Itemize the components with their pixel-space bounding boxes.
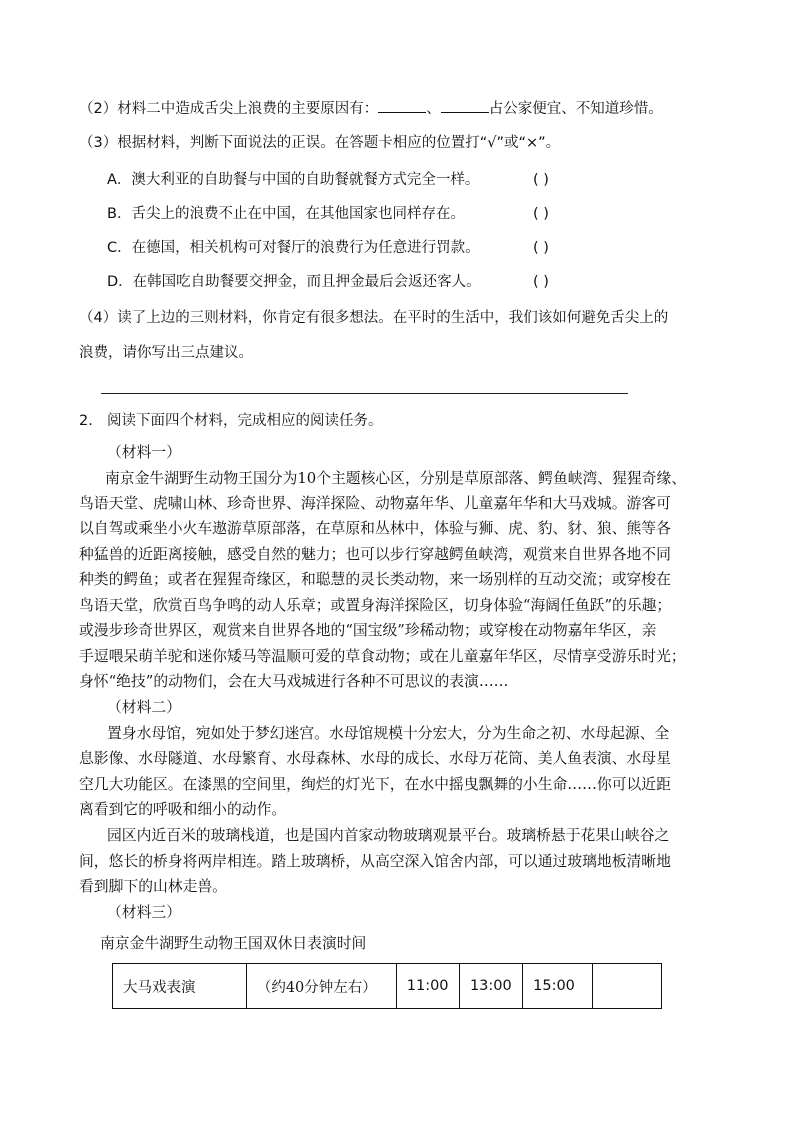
material-1-label: （材料一） [107,444,181,461]
answer-blank[interactable] [378,100,426,113]
answer-paren-a[interactable]: ( ) [533,172,549,188]
show-time-cell: 11:00 [396,964,459,1009]
material-1-line: 种类的鳄鱼；或者在猩猩奇缘区，和聪慧的灵长类动物，来一场别样的互动交流；或穿梭在 [79,571,671,588]
material-2-line: 空几大功能区。在漆黑的空间里，绚烂的灯光下，在水中摇曳飘舞的小生命……你可以近距 [79,776,671,793]
material-2-line: 园区内近百米的玻璃栈道，也是国内首家动物玻璃观景平台。玻璃桥悬于花果山峡谷之 [107,827,670,844]
material-2-line: 息影像、水母隧道、水母繁育、水母森林、水母的成长、水母万花筒、美人鱼表演、水母星 [79,750,671,767]
material-1-line: 种猛兽的近距离接触，感受自然的魅力；也可以步行穿越鳄鱼峡湾，观赏来自世界各地不同 [79,546,671,563]
question-2-stem: 阅读下面四个材料，完成相应的阅读任务。 [107,413,383,429]
question-4-line2: 浪费，请你写出三点建议。 [79,345,253,361]
question-2-sub: （2）材料二中造成舌尖上浪费的主要原因有： 、 占公家便宜、不知道珍惜。 [79,101,663,117]
question-3-stem: （3）根据材料，判断下面说法的正误。在答题卡相应的位置打“√”或“×”。 [79,135,561,151]
show-duration-cell: （约40分钟左右） [246,964,396,1009]
option-d: D．在韩国吃自助餐要交押金，而且押金最后会返还客人。 [107,274,481,290]
show-time-cell: 13:00 [459,964,522,1009]
answer-paren-d[interactable]: ( ) [533,274,549,290]
table-row [113,964,662,1009]
material-2-line: 离看到它的呼吸和细小的动作。 [79,801,287,818]
show-name-cell: 大马戏表演 [113,964,247,1009]
answer-paren-b[interactable]: ( ) [533,206,549,222]
question-4-line1: （4）读了上边的三则材料，你肯定有很多想法。在平时的生活中，我们该如何避免舌尖上的 [79,310,669,326]
material-1-line: 鸟语天堂，欣赏百鸟争鸣的动人乐章；或置身海洋探险区，切身体验“海阔任鱼跃”的乐趣； [79,597,672,614]
material-2-line: 置身水母馆，宛如处于梦幻迷宫。水母馆规模十分宏大，分为生命之初、水母起源、全 [107,725,670,742]
material-2-label: （材料二） [107,699,181,716]
answer-writing-line[interactable] [101,393,628,394]
show-time-cell [592,964,661,1009]
material-1-line: 身怀“绝技”的动物们，会在大马戏城进行各种不可思议的表演…… [79,673,509,690]
option-c: C．在德国，相关机构可对餐厅的浪费行为任意进行罚款。 [107,240,480,256]
material-1-line: 南京金牛湖野生动物王国分为10个主题核心区，分别是草原部落、鳄鱼峡湾、猩猩奇缘、 [105,470,687,487]
material-1-line: 或漫步珍奇世界区，观赏来自世界各地的“国宝级”珍稀动物；或穿梭在动物嘉年华区，亲 [79,622,657,639]
show-schedule-table [112,963,662,1009]
question-2-number: 2. [79,413,93,429]
material-1-line: 以自驾或乘坐小火车遨游草原部落，在草原和丛林中，体验与狮、虎、豹、豺、狼、熊等各 [79,520,671,537]
material-3-label: （材料三） [107,904,181,921]
material-1-line: 手逗喂呆萌羊驼和迷你矮马等温顺可爱的草食动物；或在儿童嘉年华区，尽情享受游乐时光； [79,648,686,665]
material-2-line: 间，悠长的桥身将两岸相连。踏上玻璃桥，从高空深入馆舍内部，可以通过玻璃地板清晰地 [79,853,671,870]
material-1-line: 鸟语天堂、虎啸山林、珍奇世界、海洋探险、动物嘉年华、儿童嘉年华和大马戏城。游客可 [79,495,671,512]
answer-blank[interactable] [441,100,489,113]
answer-paren-c[interactable]: ( ) [533,240,549,256]
material-2-line: 看到脚下的山林走兽。 [79,878,227,895]
option-b: B．舌尖上的浪费不止在中国，在其他国家也同样存在。 [107,206,465,222]
material-3-caption: 南京金牛湖野生动物王国双休日表演时间 [100,935,367,952]
option-a: A．澳大利亚的自助餐与中国的自助餐就餐方式完全一样。 [107,172,480,188]
show-time-cell: 15:00 [523,964,592,1009]
